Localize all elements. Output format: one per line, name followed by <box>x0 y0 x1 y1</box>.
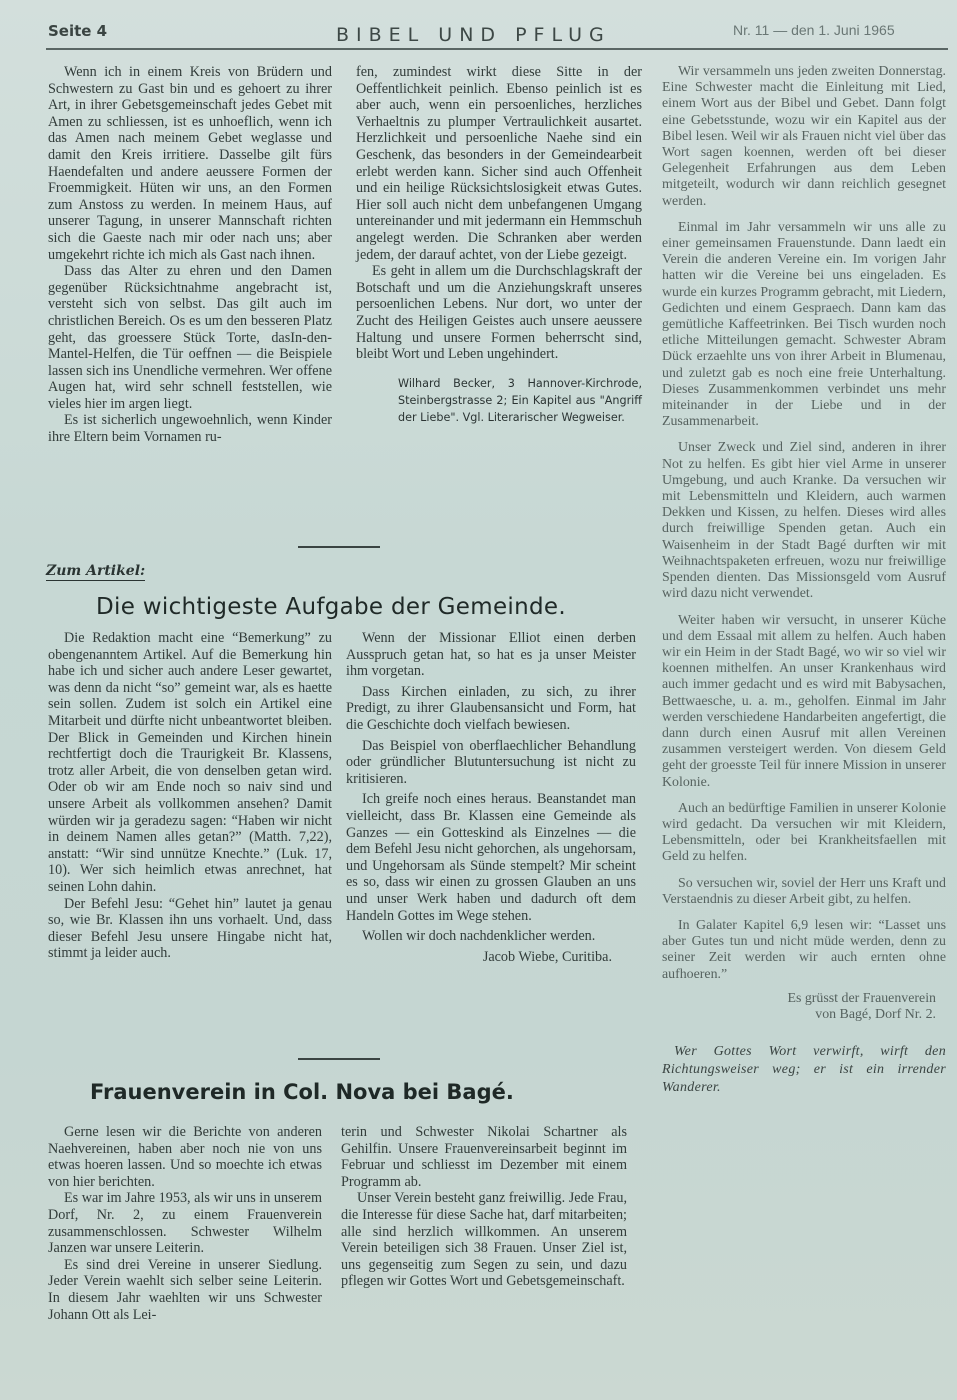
paragraph: terin und Schwester Nikolai Schartner als Gehilfin. Unsere Frauenvereinsarbeit beginnt im Februar und schliesst im Dezember mit einem Programm ab. <box>341 1124 627 1190</box>
page-number: Seite 4 <box>48 22 108 40</box>
signature-line: von Bagé, Dorf Nr. 2. <box>815 1006 936 1022</box>
header-rule <box>46 48 948 50</box>
kicker-label: Zum Artikel: <box>46 563 146 579</box>
article3-column2 <box>341 1124 627 1290</box>
paragraph: Die Redaktion macht eine “Bemerkung” zu obengenanntem Artikel. Auf die Bemerkung hin habe ich und sicher auch andere Leser gewartet, was denn da nicht “so” gemeint war, als es haette sein sollen. Zudem ist solch ein Artikel eine Mitarbeit und dürfte nicht unbeantwortet bleiben. Der Blick in Gemeinden und Kirchen hinein rechtfertigt doch die Traurigkeit Br. Klassens, trotz aller Arbeit, die von denselben getan wird. Oder ob wir am Ende noch so naiv sind und unsere Arbeit als vollkommen ansehen? Damit würden wir ja geradezu sagen: “Haben wir nicht in deinem Namen alles getan?” (Matth. 7,22), anstatt: “Wir sind unnütze Knechte.” (Luk. 17, 10). Wer sich heimlich etwas anrechnet, hat seinen Lohn dahin. <box>48 630 332 895</box>
section-divider <box>298 546 380 548</box>
paragraph: Gerne lesen wir die Berichte von anderen Naehvereinen, haben aber noch nie von uns etwas hoeren lassen. Und so moechte ich etwas von hier berichten. <box>48 1124 322 1190</box>
closing-quote: Wer Gottes Wort verwirft, wirft den Richtungsweiser weg; er ist ein irrender Wanderer. <box>662 1044 946 1096</box>
paragraph: In Galater Kapitel 6,9 lesen wir: “Lasset uns aber Gutes tun und nicht müde werden, denn zu seiner Zeit werden wir auch ernten ohne aufhoeren.” <box>662 917 946 982</box>
paragraph: Es ist sicherlich ungewoehnlich, wenn Kinder ihre Eltern beim Vornamen ru- <box>48 412 332 446</box>
paragraph: Wir versammeln uns jeden zweiten Donnerstag. Eine Schwester macht die Einleitung mit Lied, einem Wort aus der Bibel und Gebet. Dann folgt eine Gebetsstunde, wozu wir ein Kapitel aus der Bibel lesen. Weil wir als Frauen nicht viel über das Wort sagen koennen, werden oft bei dieser Gelegenheit Erfahrungen aus dem Leben mitgeteilt, wodurch wir dann reichlich gesegnet werden. <box>662 64 946 209</box>
source-reference: Wilhard Becker, 3 Hannover-Kirchrode, Steinbergstrasse 2; Ein Kapitel aus "Angriff der Liebe". Vgl. Literarischer Wegweiser. <box>398 376 642 424</box>
paragraph: So versuchen wir, soviel der Herr uns Kraft und Verstaendnis zu dieser Arbeit gibt, zu helfen. <box>662 875 946 907</box>
paragraph: Unser Verein besteht ganz freiwillig. Jede Frau, die Interesse für diese Sache hat, darf mitarbeiten; alle sind herzlich willkommen. An unserem Verein beteiligen sich 38 Frauen. Unser Ziel ist, uns gegenseitig zum Segen zu sein, und dazu pflegen wir Gottes Wort und Gebetsgemeinschaft. <box>341 1190 628 1290</box>
paragraph: Einmal im Jahr versammeln wir uns alle zu einer gemeinsamen Frauenstunde. Dann laedt ein Verein die anderen Vereine ein. Im vorigen Jahr hatten wir die Vereine bei uns eingeladen. Es wurde ein kurzes Programm gebracht, mit Liedern, Gedichten und einem Gespraech. Dann kam das gemütliche Kaffeetrinken. Bei Tisch wurden noch etliche Mitteilungen gemacht. Schwester Abram Dück erzaehlte uns von ihrer Arbeit in Blumenau, und zuletzt gab es noch eine freie Unterhaltung. Dieses Zusammenkommen verbindet uns mehr miteinander in der Liebe und in der Zusammenarbeit. <box>662 219 946 430</box>
paragraph: Dass Kirchen einladen, zu sich, zu ihrer Predigt, zu ihrer Glaubensansicht und Form, hat die Geschichte doch vielfach bewiesen. <box>346 683 636 733</box>
author-signature: Jacob Wiebe, Curitiba. <box>482 948 612 965</box>
signature-line: Es grüsst der Frauenverein <box>787 990 936 1006</box>
article2-column1 <box>48 630 332 962</box>
paragraph: Das Beispiel von oberflaechlicher Behandlung oder gründlicher Blutuntersuchung ist nicht zu kritisieren. <box>346 737 636 787</box>
article1-column1 <box>48 64 332 446</box>
article2-column2 <box>346 630 636 965</box>
paragraph: Wollen wir doch nachdenklicher werden. <box>362 928 596 945</box>
paragraph: Ich greife noch eines heraus. Beanstandet man vielleicht, dass Br. Klassen eine Gemeinde als Ganzes — ein Gotteskind als Einzelnes — die dem Befehl Jesu nicht gehorchen, als ungehorsam, und Ungehorsam als Sünde stempelt? Mir scheint es so, dass wir einen zu grossen Glauben an uns und unser Werk haben und dadurch oft dem Handeln Gottes im Wege stehen. <box>346 791 636 924</box>
paragraph: Wenn der Missionar Elliot einen derben Ausspruch getan hat, so hat es ja unser Meister ihm vorgetan. <box>346 630 636 680</box>
publication-title: BIBEL UND PFLUG <box>336 24 611 46</box>
paragraph: Wenn ich in einem Kreis von Brüdern und Schwestern zu Gast bin und es gehoert zu ihrer Art, in ihrer Gebetsgemeinschaft jedes Gebet mit Amen zu schliessen, ist es unhoeflich, wenn ich das Amen nach meinem Gebet weglasse und damit den Kreis irritiere. Dasselbe gilt fürs Haendefalten und andere aeussere Formen der Froemmigkeit. Hüten wir uns, an den Formen zum Anstoss zu werden. In meinem Haus, auf unserer Tagung, in unserer Mannschaft richten sich die Gaeste nach mir oder nach uns; aber umgekehrt richte ich mich als Gast nach ihnen. <box>48 64 332 263</box>
paragraph: Es geht in allem um die Durchschlagskraft der Botschaft und um die Anziehungskraft unseres persoenlichen Lebens. Nur dort, wo unter der Zucht des Heiligen Geistes auch unsere aeussere Haltung und unsere Formen beherrscht sind, bleibt Wort und Leben ungehindert. <box>356 263 642 363</box>
paragraph: Unser Zweck und Ziel sind, anderen in ihrer Not zu helfen. Es gibt hier viel Arme in unserer Umgebung, und auch Kranke. Da versuchen wir mit Lebensmitteln und Kleidern, auch warmen Dekken und Kissen, zu helfen. Dieses wird alles durch freiwillige Spenden getan. Auch ein Waisenheim in der Stadt Bagé durften wir mit Weihnachtspaketen erfreuen, wozu nur freiwillige Spenden dienten. Das Missionsgeld vom Ausruf wird dazu nicht verwendet. <box>662 440 946 602</box>
kicker <box>46 562 145 580</box>
article1-column2 <box>356 64 642 426</box>
article3-column3 <box>662 64 946 1097</box>
paragraph: Es war im Jahre 1953, als wir uns in unserem Dorf, Nr. 2, zu einem Frauenverein zusammenschlossen. Schwester Wilhelm Janzen war unsere Leiterin. <box>48 1190 322 1257</box>
issue-date: Nr. 11 — den 1. Juni 1965 <box>733 22 895 38</box>
paragraph: Weiter haben wir versucht, in unserer Küche und dem Essaal mit allem zu helfen. Auch haben wir ein Heim in der Stadt Bagé, wo wir so viel wir koennen mithelfen. An unser Krankenhaus wird auch immer gedacht und es wird mit Babysachen, Bettwaesche, u. a. m., geholfen. Einmal im Jahr werden verschiedene Handarbeiten angefertigt, die dann durch einen Ausruf mit allen Vereinen zusammen versteigert werden. Von diesem Geld geht der groesste Teil für innere Mission in unserer Kolonie. <box>662 612 946 790</box>
article3-headline: Frauenverein in Col. Nova bei Bagé. <box>90 1080 514 1104</box>
paragraph: Es sind drei Vereine in unserer Siedlung. Jeder Verein waehlt sich selber seine Leiterin. In diesem Jahr waehlten wir uns Schwester Johann Ott als Lei- <box>48 1256 322 1323</box>
paragraph: Auch an bedürftige Familien in unserer Kolonie wird gedacht. Da versuchen wir mit Kleidern, Lebensmitteln, oder bei Krankheitsfaellen mit Geld zu helfen. <box>662 800 946 865</box>
article2-headline: Die wichtigeste Aufgabe der Gemeinde. <box>96 594 566 620</box>
paragraph: fen, zumindest wirkt diese Sitte in der Oeffentlichkeit peinlich. Ebenso peinlich ist es aber auch, wenn ein persoenliches, herzliches Verhaeltnis zu plumper Vertraulichkeit ausartet. Herzlichkeit und persoenliche Naehe sind ein Geschenk, das besonders in der Gemeindearbeit erlebt werden kann. Sicher sind auch Offenheit und ein heilige Rücksichtslosigkeit etwas Gutes. Hier soll auch nicht dem unbefangenen Umgang untereinander und mit jedermann ein Hemmschuh angelegt werden. Die Schranken aber werden jedem, der darauf achtet, von der Liebe gezeigt. <box>356 64 642 263</box>
paragraph: Dass das Alter zu ehren und den Damen gegenüber Rücksichtnahme angebracht ist, versteht sich von selbst. Das gilt auch im christlichen Bereich. Os es um den besseren Platz geht, das groessere Stück Torte, dasIn-den-Mantel-Helfen, die Tür oeffnen — die Beispiele lassen sich ins Unendliche vermehren. Wer offene Augen hat, wird sehr schnell feststellen, wie vieles hier im argen liegt. <box>48 263 332 412</box>
paragraph: Der Befehl Jesu: “Gehet hin” lautet ja genau so, wie Br. Klassen ihn uns vorhaelt. Und, dass dieser Befehl Jesu unsere Hingabe nicht hat, stimmt ja leider auch. <box>48 895 332 962</box>
article3-column1 <box>48 1124 322 1323</box>
section-divider <box>298 1058 380 1060</box>
